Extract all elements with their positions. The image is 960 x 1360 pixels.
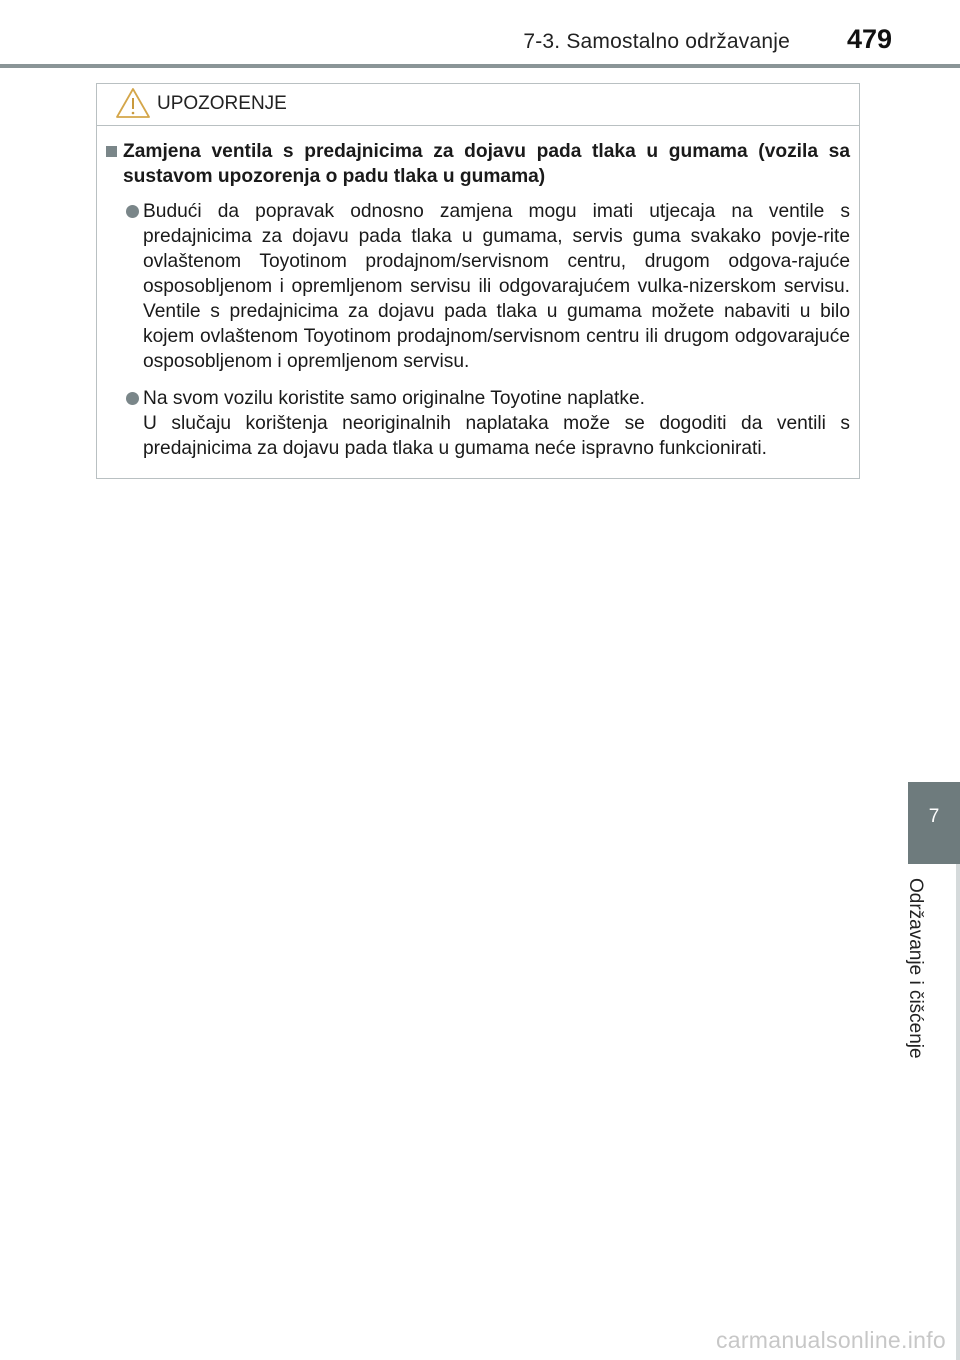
round-bullet-icon: [126, 205, 139, 218]
chapter-number: 7: [928, 806, 940, 827]
section-heading: [106, 139, 850, 189]
header-divider: [0, 64, 960, 68]
warning-triangle-icon: [115, 87, 151, 119]
chapter-tab: [908, 782, 960, 864]
chapter-title: Održavanje i čišćenje: [905, 878, 926, 1059]
page-number: 479: [846, 24, 892, 54]
footer-watermark: carmanualsonline.info: [715, 1327, 946, 1353]
warning-header: [97, 84, 859, 126]
list-item-text: Na svom vozilu koristite samo originalne Toyotine naplatke.: [143, 388, 645, 409]
warning-body: [106, 139, 850, 461]
round-bullet-icon: [126, 392, 139, 405]
list-item-text: U slučaju korištenja neoriginalnih naplataka može se dogoditi da ventili s predajnicima za dojavu pada tlaka u gumama neće ispravno funkcionirati.: [143, 413, 850, 459]
warning-box: [96, 83, 860, 479]
side-divider: [956, 864, 960, 1360]
square-bullet-icon: [106, 146, 117, 157]
section-title: 7-3. Samostalno održavanje: [523, 30, 790, 53]
list-item: [106, 386, 850, 461]
section-heading-text: Zamjena ventila s predajnicima za dojavu pada tlaka u gumama (vozila sa sustavom upozorenja o padu tlaka u gumama): [123, 141, 850, 187]
warning-title: UPOZORENJE: [157, 93, 287, 114]
list-item-text: Budući da popravak odnosno zamjena mogu imati utjecaja na ventile s predajnicima za dojavu pada tlaka u gumama, servis guma svakako povje-rite ovlaštenom Toyotinom prodajnom/servisnom centru, drugom odgova-rajuće osposobljenom i opremljenom servisu ili odgovarajućem vulka-nizerskom servisu. Ventile s predajnicima za dojavu pada tlaka u gumama možete nabaviti u bilo kojem ovlaštenom Toyotinom prodajnom/servisnom centru ili drugom odgovarajuće osposobljenom i opremljenom servisu.: [143, 201, 850, 372]
list-item: [106, 199, 850, 374]
